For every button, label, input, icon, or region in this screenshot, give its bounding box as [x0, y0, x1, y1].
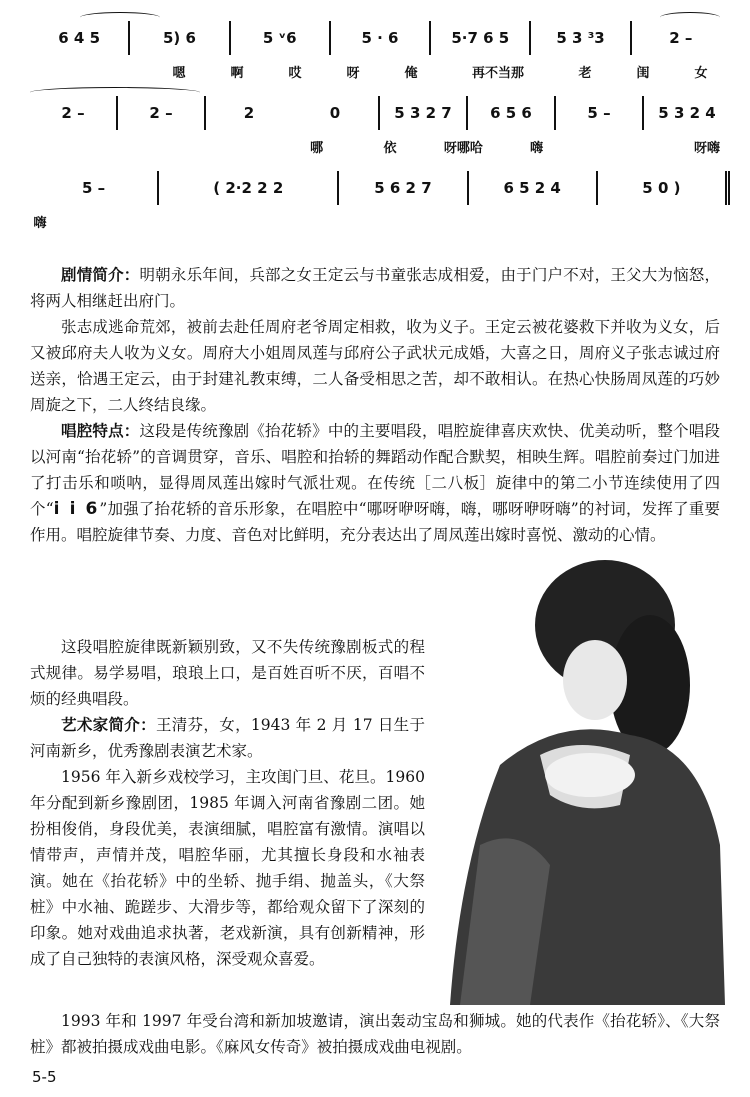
score-bar: 5 –: [30, 171, 159, 205]
lyric: 哪: [310, 141, 324, 156]
section-heading: 唱腔特点：: [61, 422, 140, 440]
notation-inline: i i 6: [53, 499, 100, 519]
score-bar: 5 · 6: [331, 21, 431, 55]
score-bar: 5 3 ³3: [531, 21, 631, 55]
lyric: 嗯: [172, 66, 186, 81]
paragraph: 这段唱腔旋律既新颖别致，又不失传统豫剧板式的程式规律。易学易唱，琅琅上口，是百姓百听不厌，百唱不烦的经典唱段。: [30, 638, 425, 708]
lyric: 女: [694, 66, 708, 81]
lyric: 嗨: [530, 141, 544, 156]
score-bar: 0: [292, 96, 380, 130]
performer-photo: [440, 545, 740, 1005]
lyric: 啊: [230, 66, 244, 81]
score-bar: 5 –: [556, 96, 644, 130]
lyric: 呀嗨: [693, 141, 720, 156]
lyric: 俺: [404, 66, 418, 81]
lyric: 嗨: [33, 216, 47, 231]
lyric: 闺: [636, 66, 650, 81]
score-bar: 5 3 2 7: [380, 96, 468, 130]
slur-mark: [80, 12, 160, 23]
score-bar: 6 4 5: [30, 21, 130, 55]
slur-mark: [30, 87, 200, 98]
score-bar: 5 3 2 4: [658, 104, 716, 122]
section-heading: 艺术家简介：: [61, 716, 156, 734]
page-number: 5-5: [32, 1068, 57, 1086]
lyric: 呀哪哈: [443, 141, 483, 156]
lyric: 再不当那: [471, 66, 524, 81]
score-bar: 5 0 ): [598, 171, 730, 205]
score-bar: 6 5 2 4: [469, 171, 598, 205]
score-row-2: [30, 93, 730, 168]
paragraph: 明朝永乐年间，兵部之女王定云与书童张志成相爱，由于门户不对，王父大为恼怒，将两人相继赶出府门。: [30, 266, 720, 310]
score-bar: 5) 6: [130, 21, 230, 55]
score-bar: 5 6 2 7: [339, 171, 468, 205]
score-bar: 5·7 6 5: [431, 21, 531, 55]
score-bar: ( 2·2 2 2: [159, 171, 339, 205]
jianpu-score: [30, 18, 730, 243]
paragraph: 这段是传统豫剧《抬花轿》中的主要唱段，唱腔旋律喜庆欢快、优美动听，整个唱段以河南“抬花轿”的音调贯穿，音乐、唱腔和抬轿的舞蹈动作配合默契，相映生辉。唱腔前奏过门加进了打击乐和唢呐，显得周凤莲出嫁时气派壮观。在传统［二八板］旋律中的第二小节连续使用了四个“: [30, 422, 720, 518]
paragraph: ”加强了抬花轿的音乐形象，在唱腔中“哪呀咿呀嗨，嗨，哪呀咿呀嗨”的衬词，发挥了重要作用。唱腔旋律节奏、力度、音色对比鲜明，充分表达出了周凤莲出嫁时喜悦、激动的心情。: [30, 500, 720, 544]
section-heading: 剧情简介：: [61, 266, 140, 284]
paragraph: 张志成逃命荒郊，被前去赴任周府老爷周定相救，收为义子。王定云被花婆救下并收为义女，后又被邱府夫人收为义女。周府大小姐周凤莲与邱府公子武状元成婚，大喜之日，周府义子张志诚过府送亲，恰遇王定云，由于封建礼教束缚，二人备受相思之苦，却不敢相认。在热心快肠周凤莲的巧妙周旋之下，二人终结良缘。: [30, 318, 720, 414]
singing-notes-section: [30, 634, 425, 972]
paragraph: 1956 年入新乡戏校学习，主攻闺门旦、花旦。1960 年分配到新乡豫剧团，1985 年调入河南省豫剧二团。她扮相俊俏，身段优美，表演细腻，唱腔富有激情。演唱以情带声，声情并茂，唱腔华丽，尤其擅长身段和水袖表演。她在《抬花轿》中的坐轿、抛手绢、抛盖头，《大祭桩》中水袖、跪蹉步、大滑步等，都给观众留下了深刻的印象。她对戏曲追求执著，老戏新演，具有创新精神，形成了自己独特的表演风格，深受观众喜爱。: [30, 768, 425, 968]
score-bar: 2 –: [669, 29, 693, 47]
synopsis-section: [30, 262, 720, 548]
artist-section-end: [30, 1008, 720, 1060]
paragraph: 王清芬，女，1943 年 2 月 17 日生于河南新乡，优秀豫剧表演艺术家。: [30, 716, 425, 760]
slur-mark: [660, 12, 720, 23]
lyric: 呀: [346, 66, 360, 81]
lyric: 哎: [288, 66, 302, 81]
lyric: 老: [578, 66, 592, 81]
score-bar: 2: [243, 104, 255, 122]
score-row-1: [30, 18, 730, 93]
paragraph: 1993 年和 1997 年受台湾和新加坡邀请，演出轰动宝岛和狮城。她的代表作《抬花轿》、《大祭桩》都被拍摄成戏曲电影。《麻风女传奇》被拍摄成戏曲电视剧。: [30, 1012, 720, 1056]
lyric: 依: [383, 141, 397, 156]
score-bar: 5 ᵛ6: [231, 21, 331, 55]
score-bar: 6 5 6: [468, 96, 556, 130]
score-bar: 2 –: [118, 96, 206, 130]
score-row-3: [30, 168, 730, 243]
score-bar: 2 –: [30, 96, 118, 130]
